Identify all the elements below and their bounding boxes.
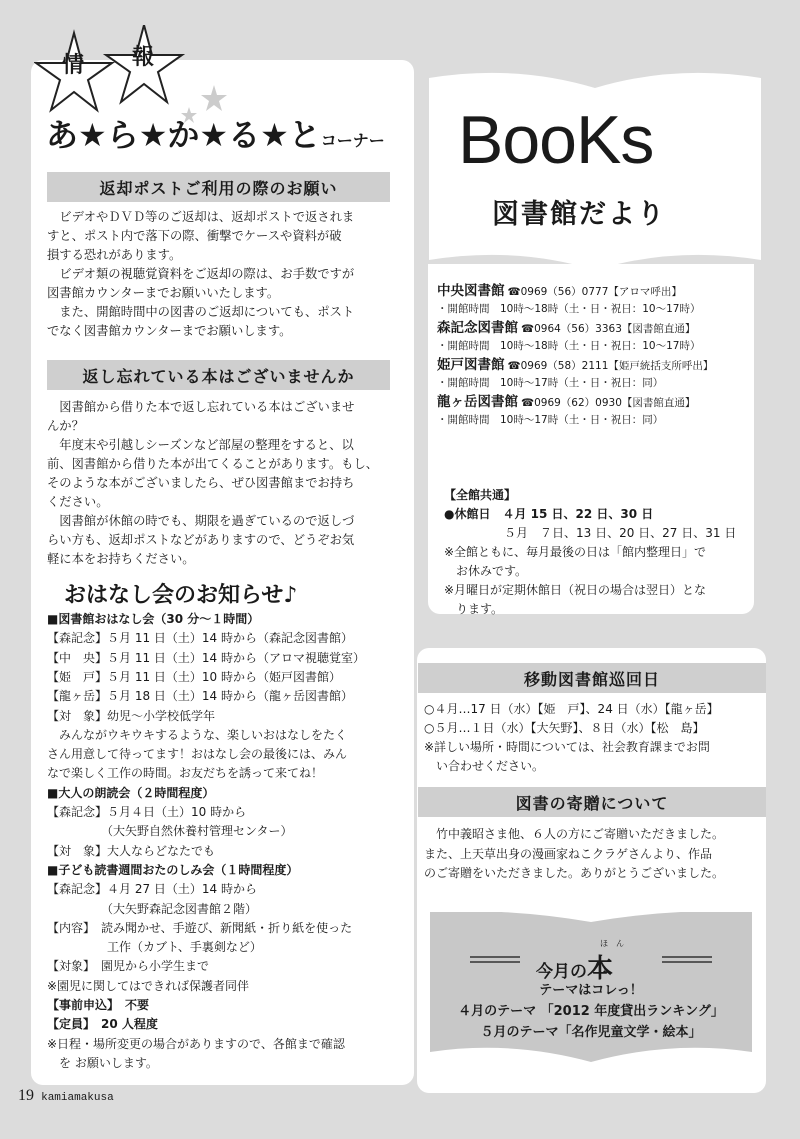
text-line: また、開館時間中の図書のご返却についても、ポスト <box>47 305 355 319</box>
library-name: 森記念図書館 <box>437 320 518 336</box>
corner-title-main: あ★ら★か★る★と <box>46 116 321 154</box>
library-row <box>437 319 695 339</box>
library-hours: ・開館時間 10時～17時（土・日・祝日：同） <box>437 377 664 389</box>
text-line: なで楽しく工作の時間。お友だちを誘って来てね！ <box>47 766 324 781</box>
text-line: すと、ポスト内で落下の際、衝撃でケースや資料が破 <box>47 229 342 243</box>
text-line: 【姫 戸】５月 11 日（土）10 時から（姫戸図書館） <box>47 669 341 684</box>
text-line: ※日程・場所変更の場合がありますので、各館まで確認 <box>47 1036 345 1051</box>
brand-name: kamiamakusa <box>41 1092 114 1104</box>
text-line: ○４月…17 日（水）【姫 戸】、24 日（水）【龍ヶ岳】 <box>424 702 719 716</box>
text-line: ■図書館おはなし会（30 分～１時間） <box>47 612 260 626</box>
text-line: また、上天草出身の漫画家ねこクラゲさんより、作品 <box>424 846 713 861</box>
book-of-month-ruby: ほ ん <box>600 939 624 948</box>
library-name: 中央図書館 <box>437 283 505 299</box>
library-row <box>437 393 695 413</box>
library-name: 龍ヶ岳図書館 <box>437 394 518 410</box>
library-hours: ・開館時間 10時～17時（土・日・祝日：同） <box>437 414 664 426</box>
text-line: テーマはコレっ！ <box>539 983 643 998</box>
text-line: 損する恐れがあります。 <box>47 248 182 262</box>
text-line: 図書館カウンターまでお願いいたします。 <box>47 286 280 300</box>
text-line: ●休館日 ４月 15 日、22 日、30 日 <box>444 507 654 521</box>
text-line: ５月のテーマ「名作児童文学・絵本」 <box>480 1025 702 1040</box>
text-line: 竹中義昭さま他、６人の方にご寄贈いただきました。 <box>424 827 725 841</box>
text-line: お休みです。 <box>444 564 528 578</box>
text-line: ※詳しい場所・時間については、社会教育課までお問 <box>424 740 710 754</box>
library-row <box>437 282 682 302</box>
text-line: 【対象】 園児から小学生まで <box>47 959 210 974</box>
badge-hou: 報 <box>132 45 155 70</box>
storytime-heading: おはなし会のお知らせ♪ <box>64 583 298 608</box>
text-line: 【森記念】５月４日（土）10 時から <box>47 805 247 819</box>
books-logo-subtitle: 図書館だより <box>492 199 666 230</box>
text-line: （大矢野森記念図書館２階） <box>47 901 258 916</box>
library-phone: ☎0969（62）0930 <box>521 397 622 409</box>
text-line: ■大人の朗読会（２時間程度） <box>47 785 215 800</box>
text-line: 【龍ヶ岳】５月 18 日（土）14 時から（龍ヶ岳図書館） <box>47 689 353 704</box>
text-line: ○５月…１日（水）【大矢野】、８日（水）【松 島】 <box>424 721 705 735</box>
text-line: 【森記念】４月 27 日（土）14 時から <box>47 882 257 897</box>
books-logo-word: BooKs <box>458 102 654 178</box>
library-note: 【アロマ呼出】 <box>608 286 682 298</box>
text-line: 【事前申込】 不要 <box>47 998 150 1012</box>
footer <box>18 1085 114 1105</box>
text-line: んか？ <box>47 419 84 433</box>
text-line: 【全館共通】 <box>444 488 517 502</box>
library-row <box>437 356 713 376</box>
text-line: ※全館ともに、毎月最後の日は「館内整理日」で <box>444 545 707 559</box>
page-number: 19 <box>18 1087 34 1104</box>
text-line: 【中 央】５月 11 日（土）14 時から（アロマ視聴覚室） <box>47 650 365 665</box>
text-line: ※園児に関してはできれば保護者同伴 <box>47 978 250 993</box>
text-line: ビデオ類の視聴覚資料をご返却の際は、お手数ですが <box>47 267 355 281</box>
text-line: ビデオやＤＶＤ等のご返却は、返却ポストで返されま <box>47 210 355 224</box>
mobile-library-heading: 移動図書館巡回日 <box>418 663 766 693</box>
book-of-month-prefix: 今月の <box>536 962 587 982</box>
book-of-month-main: 本 <box>587 954 614 984</box>
text-line: 【内容】 読み聞かせ、手遊び、新聞紙・折り紙を使った <box>47 920 353 935</box>
text-line: ※月曜日が定期休館日（祝日の場合は翌日）とな <box>444 583 707 597</box>
text-line: ５月 ７日、13 日、20 日、27 日、31 日 <box>444 526 737 540</box>
library-phone: ☎0969（58）2111 <box>507 360 609 372</box>
text-line: 【森記念】５月 11 日（土）14 時から（森記念図書館） <box>47 631 353 646</box>
text-line: さん用意して待ってます！おはなし会の最後には、みん <box>47 747 348 762</box>
text-line: ４月のテーマ 「2012 年度貸出ランキング」 <box>458 1004 724 1019</box>
library-hours: ・開館時間 10時～18時（土・日・祝日：10～17時） <box>437 340 701 352</box>
text-line: 図書館から借りた本で返し忘れている本はございませ <box>47 400 355 414</box>
library-name: 姫戸図書館 <box>437 357 505 373</box>
forgotten-heading: 返し忘れている本はございませんか <box>47 360 390 390</box>
library-phone: ☎0964（56）3363 <box>521 323 622 335</box>
text-line: 【対 象】幼児～小学校低学年 <box>47 708 216 723</box>
badge-jou: 情 <box>62 53 85 78</box>
library-phone: ☎0969（56）0777 <box>507 286 609 298</box>
text-line: でなく図書館カウンターまでお願いします。 <box>47 324 292 338</box>
text-line: のご寄贈をいただきました。ありがとうございました。 <box>424 866 725 880</box>
text-line: を お願いします。 <box>47 1055 158 1070</box>
text-line: 【定員】 20 人程度 <box>47 1017 158 1032</box>
text-line: い合わせください。 <box>424 759 545 773</box>
corner-title <box>46 110 385 156</box>
text-line: そのような本がございましたら、ぜひ図書館までお持ち <box>47 476 355 490</box>
library-hours: ・開館時間 10時～18時（土・日・祝日：10～17時） <box>437 303 701 315</box>
text-line: 工作（カブト、手裏剣など） <box>47 940 262 955</box>
text-line: ります。 <box>444 602 504 616</box>
text-line: 前、図書館から借りた本が出てくることがあります。もし、 <box>47 457 379 471</box>
library-note: 【図書館直通】 <box>621 323 696 335</box>
library-note: 【姫戸統括支所呼出】 <box>608 360 714 372</box>
text-line: ください。 <box>47 495 109 509</box>
donation-heading: 図書の寄贈について <box>418 787 766 817</box>
text-line: 図書館が休館の時でも、期限を過ぎているので返しづ <box>47 514 355 528</box>
text-line: らい方も、返却ポストなどがありますので、どうぞお気 <box>47 533 355 547</box>
text-line: 軽に本をお持ちください。 <box>47 552 195 566</box>
library-note: 【図書館直通】 <box>621 397 696 409</box>
text-line: 【対 象】大人ならどなたでも <box>47 843 216 858</box>
text-line: （大矢野自然休養村管理センター） <box>47 824 293 839</box>
text-line: みんながウキウキするような、楽しいおはなしをたく <box>47 727 348 742</box>
text-line: 年度末や引越しシーズンなど部屋の整理をすると、以 <box>47 438 354 452</box>
return-post-heading: 返却ポストご利用の際のお願い <box>47 172 390 202</box>
text-line: ■子ども読書週間おたのしみ会（１時間程度） <box>47 862 299 877</box>
corner-title-suffix: コーナー <box>320 131 385 150</box>
